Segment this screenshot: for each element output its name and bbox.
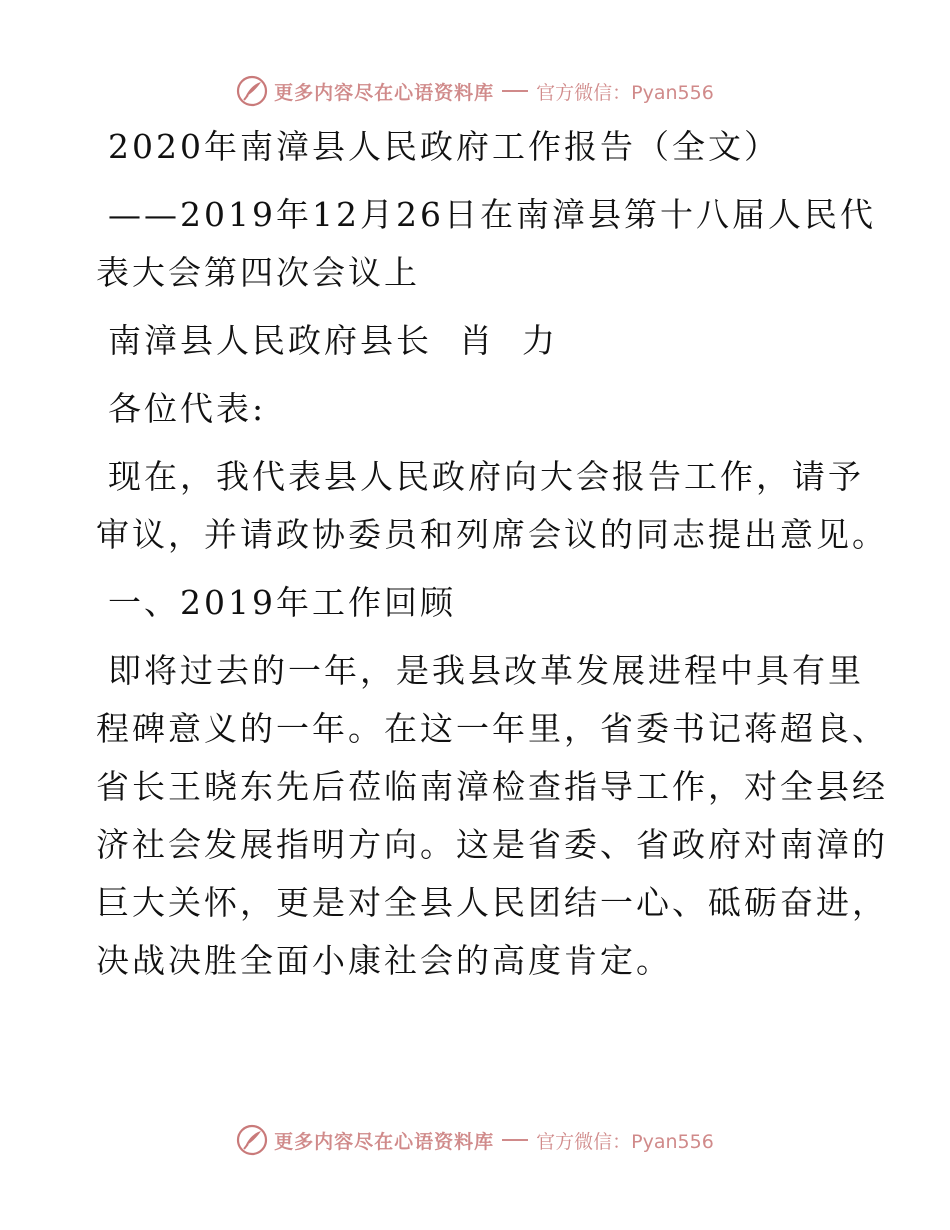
watermark-wechat: 官方微信：Pyan556 [536, 1130, 714, 1153]
watermark-dash [502, 90, 528, 92]
watermark-dash [502, 1139, 528, 1141]
paragraph-line: 程碑意义的一年。在这一年里，省委书记蒋超良、 [96, 709, 888, 748]
document-subtitle-line-1: ——2019年12月26日在南漳县第十八届人民代 [108, 195, 876, 234]
document-author: 南漳县人民政府县长 肖 力 [108, 321, 558, 360]
paragraph-line: 巨大关怀，更是对全县人民团结一心、砥砺奋进， [96, 883, 888, 922]
paragraph-line: 济社会发展指明方向。这是省委、省政府对南漳的 [96, 825, 888, 864]
paragraph-line: 决战决胜全面小康社会的高度肯定。 [96, 941, 672, 980]
intro-line-2: 审议，并请政协委员和列席会议的同志提出意见。 [96, 515, 888, 554]
watermark-wechat: 官方微信：Pyan556 [536, 81, 714, 104]
quill-logo-icon [236, 1124, 268, 1156]
header-watermark [0, 71, 950, 111]
watermark-text: 更多内容尽在心语资料库 [274, 1130, 495, 1153]
quill-logo-icon [236, 75, 268, 107]
footer-watermark [0, 1120, 950, 1160]
document-subtitle-line-2: 表大会第四次会议上 [96, 253, 420, 292]
intro-line-1: 现在，我代表县人民政府向大会报告工作，请予 [108, 457, 864, 496]
section-heading: 一、2019年工作回顾 [108, 583, 456, 622]
document-salutation: 各位代表: [108, 389, 267, 428]
watermark-text: 更多内容尽在心语资料库 [274, 81, 495, 104]
paragraph-line: 即将过去的一年，是我县改革发展进程中具有里 [108, 651, 864, 690]
document-body [96, 118, 888, 990]
paragraph-line: 省长王晓东先后莅临南漳检查指导工作，对全县经 [96, 767, 888, 806]
document-title: 2020年南漳县人民政府工作报告（全文） [108, 127, 780, 166]
